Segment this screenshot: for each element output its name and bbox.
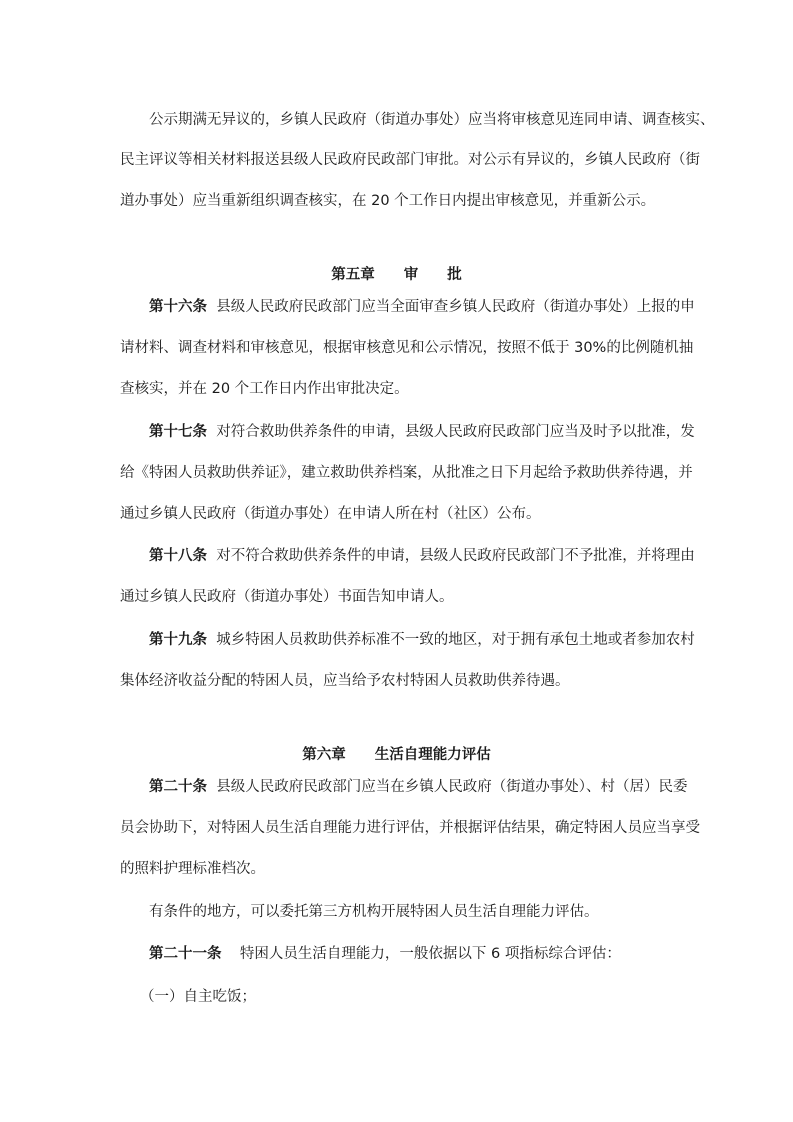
- article-18-text-1: 对不符合救助供养条件的申请，县级人民政府民政部门不予批准，并将理由: [207, 548, 695, 564]
- article-20-line-1: [149, 777, 687, 797]
- article-20-line-3: 的照料护理标准档次。: [120, 861, 265, 877]
- article-16-text-1: 县级人民政府民政部门应当全面审查乡镇人民政府（街道办事处）上报的申: [207, 299, 695, 315]
- public-notice-line-3: 道办事处）应当重新组织调查核实，在 20 个工作日内提出审核意见，并重新公示。: [120, 193, 656, 209]
- chapter-6-heading: 第六章 生活自理能力评估: [302, 747, 491, 763]
- article-16-line-1: [149, 297, 695, 317]
- article-19-text-1: 城乡特困人员救助供养标准不一致的地区，对于拥有承包土地或者参加农村: [207, 632, 695, 648]
- article-16-label: 第十六条: [149, 299, 207, 315]
- article-17-line-3: 通过乡镇人民政府（街道办事处）在申请人所在村（社区）公布。: [120, 506, 541, 522]
- article-19-line-1: [149, 630, 695, 650]
- article-18-line-2: 通过乡镇人民政府（街道办事处）书面告知申请人。: [120, 589, 454, 605]
- item-1: （一）自主吃饭；: [140, 989, 256, 1005]
- article-17-label: 第十七条: [149, 424, 207, 440]
- article-18-label: 第十八条: [149, 548, 207, 564]
- chapter-5-heading: 第五章 审 批: [331, 267, 462, 283]
- article-19-line-2: 集体经济收益分配的特困人员，应当给予农村特困人员救助供养待遇。: [120, 673, 570, 689]
- article-16-line-3: 查核实，并在 20 个工作日内作出审批决定。: [120, 381, 409, 397]
- article-21-label: 第二十一条: [149, 946, 222, 962]
- article-20-line-2: 员会协助下，对特困人员生活自理能力进行评估，并根据评估结果，确定特困人员应当享受: [120, 820, 700, 836]
- article-20-label: 第二十条: [149, 779, 207, 795]
- article-21-line-1: [149, 944, 621, 964]
- third-party-paragraph: 有条件的地方，可以委托第三方机构开展特困人员生活自理能力评估。: [149, 904, 599, 920]
- article-19-label: 第十九条: [149, 632, 207, 648]
- article-17-line-1: [149, 422, 695, 442]
- public-notice-line-1: 公示期满无异议的，乡镇人民政府（街道办事处）应当将审核意见连同申请、调查核实、: [149, 112, 715, 128]
- article-18-line-1: [149, 546, 695, 566]
- article-21-text-1: 特困人员生活自理能力，一般依据以下 6 项指标综合评估：: [221, 946, 621, 962]
- public-notice-line-2: 民主评议等相关材料报送县级人民政府民政部门审批。对公示有异议的，乡镇人民政府（街: [120, 152, 700, 168]
- article-20-text-1: 县级人民政府民政部门应当在乡镇人民政府（街道办事处）、村（居）民委: [207, 779, 688, 795]
- article-17-text-1: 对符合救助供养条件的申请，县级人民政府民政部门应当及时予以批准，发: [207, 424, 695, 440]
- article-16-line-2: 请材料、调查材料和审核意见，根据审核意见和公示情况，按照不低于 30%的比例随机抽: [120, 340, 694, 356]
- article-17-line-2: 给《特困人员救助供养证》，建立救助供养档案，从批准之日下月起给予救助供养待遇，并: [120, 465, 693, 481]
